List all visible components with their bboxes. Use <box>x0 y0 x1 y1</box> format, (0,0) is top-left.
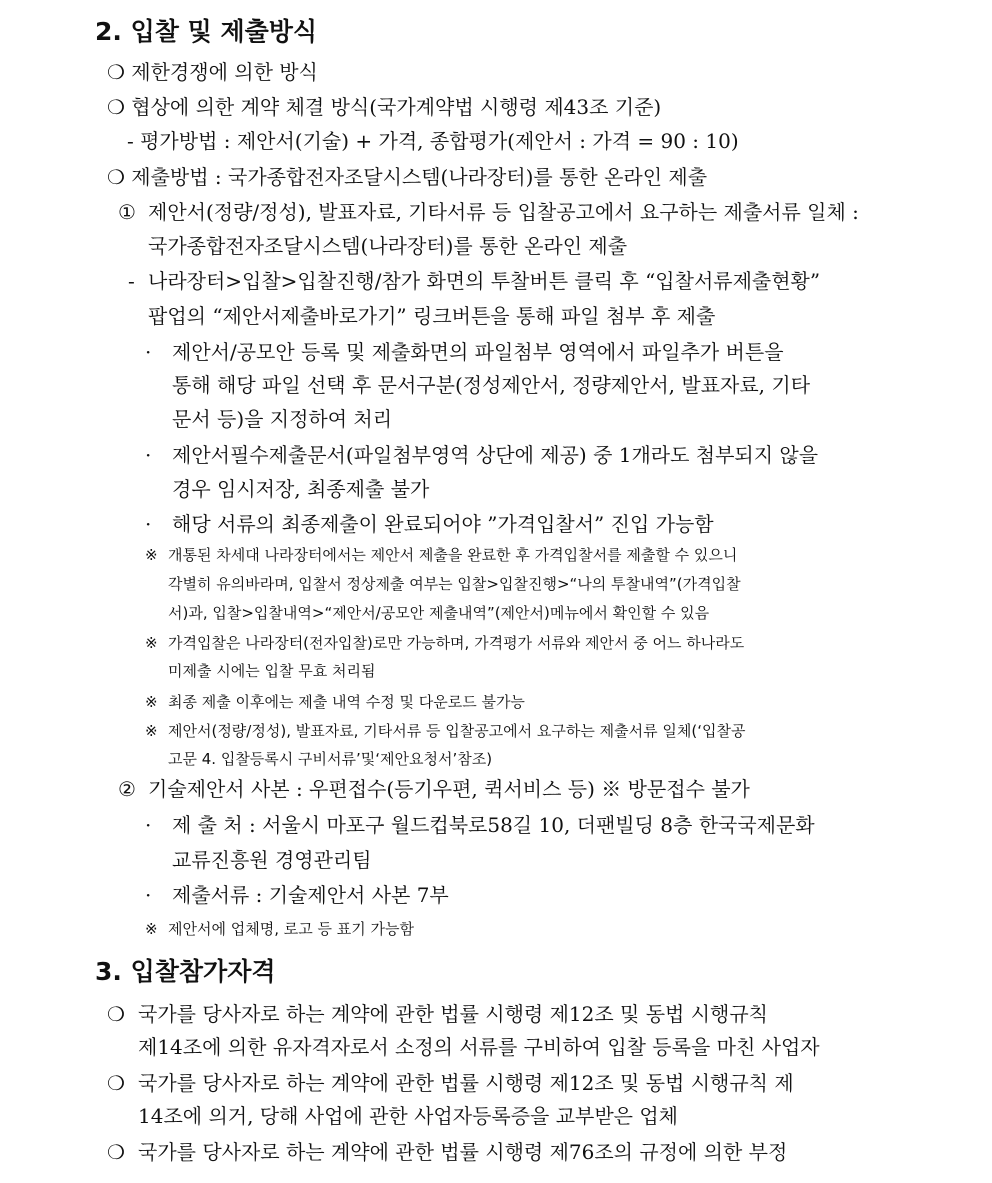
bullet-line: 제출서류 : 기술제안서 사본 7부 <box>172 883 449 907</box>
note-line: 서)과, 입찰>입찰내역>“제안서/공모안 제출내역”(제안서)메뉴에서 확인할 수 있음 <box>168 604 710 622</box>
section3-line: 제14조에 의한 유자격자로서 소정의 서류를 구비하여 입찰 등록을 마친 사업자 <box>138 1035 820 1059</box>
sub1-line: 제안서(정량/정성), 발표자료, 기타서류 등 입찰공고에서 요구하는 제출서류 일체 : <box>148 200 859 224</box>
bullet-line: 통해 해당 파일 선택 후 문서구분(정성제안서, 정량제안서, 발표자료, 기타 <box>172 373 811 397</box>
section3-line: 국가를 당사자로 하는 계약에 관한 법률 시행령 제12조 및 동법 시행규칙 제 <box>138 1071 794 1095</box>
section3-line: 국가를 당사자로 하는 계약에 관한 법률 시행령 제76조의 규정에 의한 부정 <box>138 1140 788 1164</box>
section3-line: 14조에 의거, 당해 사업에 관한 사업자등록증을 교부받은 업체 <box>138 1104 678 1128</box>
bullet-marker: · <box>145 512 152 536</box>
section-2-heading: 2. 입찰 및 제출방식 <box>95 17 318 46</box>
section3-marker: ❍ <box>107 1002 125 1026</box>
bullet-line: 제안서필수제출문서(파일첨부영역 상단에 제공) 중 1개라도 첨부되지 않을 <box>172 443 819 467</box>
section3-marker: ❍ <box>107 1140 125 1164</box>
section3-line: 국가를 당사자로 하는 계약에 관한 법률 시행령 제12조 및 동법 시행규칙 <box>138 1002 768 1026</box>
note-marker: ※ <box>145 634 158 652</box>
bullet-line: 교류진흥원 경영관리팀 <box>172 848 372 872</box>
bullet-line: 경우 임시저장, 최종제출 불가 <box>172 477 430 501</box>
bullet-line: 제안서/공모안 등록 및 제출화면의 파일첨부 영역에서 파일추가 버튼을 <box>172 340 784 364</box>
note-marker: ※ <box>145 546 158 564</box>
bullet-marker: · <box>145 883 152 907</box>
sub2-marker: ② <box>118 777 136 801</box>
bullet-line: 해당 서류의 최종제출이 완료되어야 ”가격입찰서” 진입 가능함 <box>172 512 714 536</box>
note-line: 각별히 유의바라며, 입찰서 정상제출 여부는 입찰>입찰진행>“나의 투찰내역”(가격입찰 <box>168 575 741 593</box>
note-marker: ※ <box>145 920 158 938</box>
item-negotiation-contract: ❍ 협상에 의한 계약 체결 방식(국가계약법 시행령 제43조 기준) <box>107 95 662 119</box>
bullet-marker: · <box>145 340 152 364</box>
note-marker: ※ <box>145 693 158 711</box>
bullet-line: 제 출 처 : 서울시 마포구 월드컵북로58길 10, 더팬빌딩 8층 한국국제문화 <box>172 813 815 837</box>
item-submission-method: ❍ 제출방법 : 국가종합전자조달시스템(나라장터)를 통한 온라인 제출 <box>107 165 708 189</box>
note-line: 제안서(정량/정성), 발표자료, 기타서류 등 입찰공고에서 요구하는 제출서류 일체(‘입찰공 <box>168 722 746 740</box>
sub1-dash: - <box>128 269 135 293</box>
bullet-line: 문서 등)을 지정하여 처리 <box>172 407 393 431</box>
note-line: 가격입찰은 나라장터(전자입찰)로만 가능하며, 가격평가 서류와 제안서 중 어느 하나라도 <box>168 634 745 652</box>
bullet-marker: · <box>145 443 152 467</box>
note-marker: ※ <box>145 722 158 740</box>
bullet-marker: · <box>145 813 152 837</box>
sub1-dash-line: 팝업의 “제안서제출바로가기” 링크버튼을 통해 파일 첨부 후 제출 <box>148 304 716 328</box>
sub2-line: 기술제안서 사본 : 우편접수(등기우편, 퀵서비스 등) ※ 방문접수 불가 <box>148 777 750 801</box>
item-restricted-competition: ❍ 제한경쟁에 의한 방식 <box>107 60 318 84</box>
note-line: 미제출 시에는 입찰 무효 처리됨 <box>168 662 376 680</box>
sub1-line: 국가종합전자조달시스템(나라장터)를 통한 온라인 제출 <box>148 234 628 258</box>
sub1-dash-line: 나라장터>입찰>입찰진행/참가 화면의 투찰버튼 클릭 후 “입찰서류제출현황” <box>148 269 821 293</box>
section-3-heading: 3. 입찰참가자격 <box>95 957 276 986</box>
sub1-marker: ① <box>118 200 136 224</box>
item-evaluation-method: - 평가방법 : 제안서(기술) + 가격, 종합평가(제안서 : 가격 = 90 : 10) <box>127 129 739 153</box>
note-line: 고문 4. 입찰등록시 구비서류’및‘제안요청서’참조) <box>168 750 493 768</box>
section3-marker: ❍ <box>107 1071 125 1095</box>
note-line: 최종 제출 이후에는 제출 내역 수정 및 다운로드 불가능 <box>168 693 525 711</box>
note-line: 개통된 차세대 나라장터에서는 제안서 제출을 완료한 후 가격입찰서를 제출할 수 있으니 <box>168 546 738 564</box>
note-line: 제안서에 업체명, 로고 등 표기 가능함 <box>168 920 414 938</box>
